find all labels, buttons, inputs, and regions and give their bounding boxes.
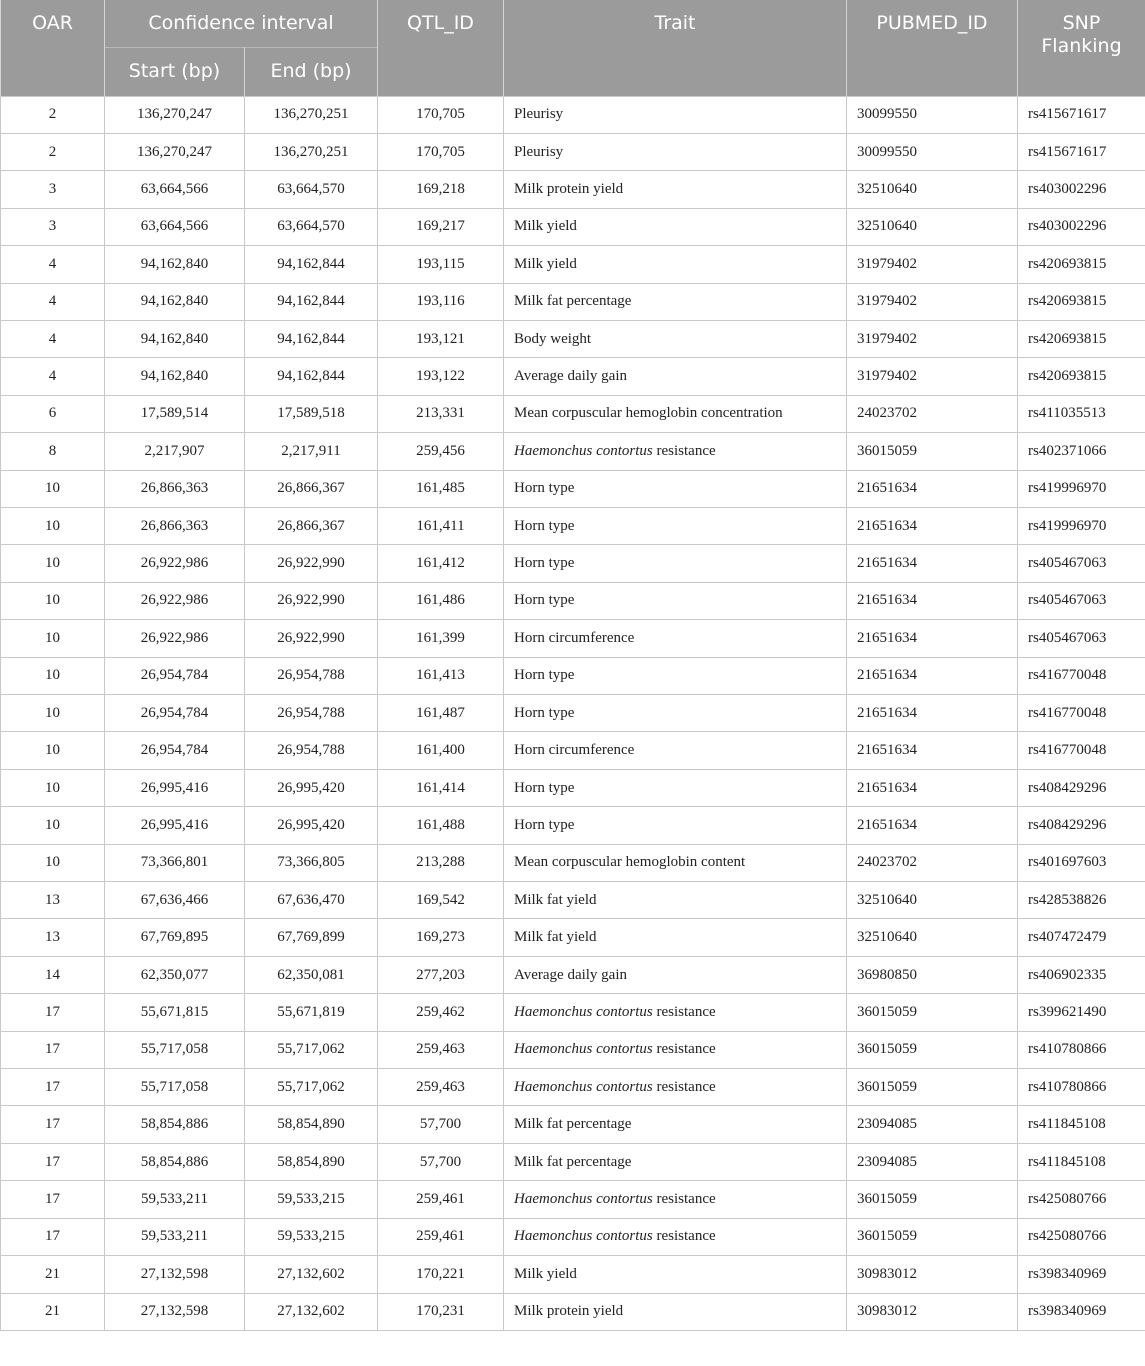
cell-end: 26,954,788 [245, 657, 378, 694]
cell-qtl-id: 161,400 [378, 732, 504, 769]
cell-trait: Pleurisy [504, 96, 847, 133]
trait-text: resistance [652, 442, 716, 459]
cell-trait: Milk fat percentage [504, 1143, 847, 1180]
cell-end: 27,132,602 [245, 1256, 378, 1293]
cell-qtl-id: 213,288 [378, 844, 504, 881]
cell-oar: 2 [1, 133, 105, 170]
header-snp-line1: SNP [1062, 12, 1101, 34]
cell-snp: rs408429296 [1018, 769, 1145, 806]
cell-pubmed-id: 21651634 [847, 507, 1018, 544]
table-row [1, 320, 1145, 357]
cell-end: 59,533,215 [245, 1181, 378, 1218]
header-oar: OAR [1, 0, 105, 96]
cell-pubmed-id: 24023702 [847, 395, 1018, 432]
species-name: Haemonchus contortus [514, 1041, 653, 1058]
cell-start: 2,217,907 [105, 433, 245, 470]
cell-oar: 17 [1, 1031, 105, 1068]
cell-qtl-id: 161,488 [378, 807, 504, 844]
cell-snp: rs419996970 [1018, 470, 1145, 507]
cell-start: 55,717,058 [105, 1069, 245, 1106]
cell-snp: rs408429296 [1018, 807, 1145, 844]
cell-end: 26,866,367 [245, 470, 378, 507]
cell-end: 17,589,518 [245, 395, 378, 432]
cell-snp: rs405467063 [1018, 620, 1145, 657]
cell-pubmed-id: 31979402 [847, 246, 1018, 283]
cell-qtl-id: 161,411 [378, 507, 504, 544]
trait-text: resistance [652, 1078, 716, 1095]
table-row [1, 919, 1145, 956]
cell-pubmed-id: 31979402 [847, 358, 1018, 395]
cell-pubmed-id: 30099550 [847, 96, 1018, 133]
cell-start: 17,589,514 [105, 395, 245, 432]
cell-trait: Horn type [504, 582, 847, 619]
table-row [1, 657, 1145, 694]
cell-end: 55,717,062 [245, 1069, 378, 1106]
cell-oar: 10 [1, 844, 105, 881]
cell-start: 136,270,247 [105, 96, 245, 133]
cell-trait: Pleurisy [504, 133, 847, 170]
cell-start: 55,717,058 [105, 1031, 245, 1068]
cell-trait: Horn type [504, 657, 847, 694]
cell-trait: Horn type [504, 695, 847, 732]
cell-qtl-id: 277,203 [378, 956, 504, 993]
cell-trait [504, 1181, 847, 1218]
cell-qtl-id: 170,705 [378, 133, 504, 170]
cell-end: 136,270,251 [245, 96, 378, 133]
cell-oar: 17 [1, 1069, 105, 1106]
cell-trait: Horn type [504, 507, 847, 544]
cell-qtl-id: 57,700 [378, 1106, 504, 1143]
cell-end: 94,162,844 [245, 246, 378, 283]
cell-start: 136,270,247 [105, 133, 245, 170]
cell-pubmed-id: 21651634 [847, 470, 1018, 507]
cell-oar: 17 [1, 1143, 105, 1180]
cell-start: 55,671,815 [105, 994, 245, 1031]
cell-start: 67,769,895 [105, 919, 245, 956]
table-row [1, 1031, 1145, 1068]
cell-trait: Horn circumference [504, 620, 847, 657]
table-row [1, 208, 1145, 245]
cell-end: 26,922,990 [245, 545, 378, 582]
cell-pubmed-id: 24023702 [847, 844, 1018, 881]
cell-qtl-id: 161,486 [378, 582, 504, 619]
cell-qtl-id: 170,221 [378, 1256, 504, 1293]
cell-start: 94,162,840 [105, 320, 245, 357]
cell-end: 26,995,420 [245, 807, 378, 844]
cell-start: 26,866,363 [105, 470, 245, 507]
cell-pubmed-id: 21651634 [847, 545, 1018, 582]
header-end: End (bp) [245, 47, 378, 96]
cell-trait: Mean corpuscular hemoglobin content [504, 844, 847, 881]
cell-qtl-id: 57,700 [378, 1143, 504, 1180]
cell-qtl-id: 169,218 [378, 171, 504, 208]
cell-end: 26,995,420 [245, 769, 378, 806]
cell-trait: Milk fat percentage [504, 283, 847, 320]
trait-text: resistance [652, 1190, 716, 1207]
cell-trait [504, 1031, 847, 1068]
cell-oar: 3 [1, 208, 105, 245]
cell-trait: Body weight [504, 320, 847, 357]
cell-qtl-id: 169,273 [378, 919, 504, 956]
cell-pubmed-id: 30099550 [847, 133, 1018, 170]
table-row [1, 882, 1145, 919]
cell-qtl-id: 259,461 [378, 1218, 504, 1255]
species-name: Haemonchus contortus [514, 442, 653, 459]
cell-trait: Average daily gain [504, 358, 847, 395]
cell-end: 55,717,062 [245, 1031, 378, 1068]
header-confidence-interval: Confidence interval [105, 0, 378, 47]
cell-oar: 4 [1, 283, 105, 320]
table-row [1, 956, 1145, 993]
cell-oar: 10 [1, 507, 105, 544]
cell-pubmed-id: 30983012 [847, 1293, 1018, 1330]
table-row [1, 732, 1145, 769]
cell-trait: Milk protein yield [504, 171, 847, 208]
cell-snp: rs428538826 [1018, 882, 1145, 919]
cell-start: 26,954,784 [105, 657, 245, 694]
cell-end: 59,533,215 [245, 1218, 378, 1255]
cell-qtl-id: 213,331 [378, 395, 504, 432]
table-body [1, 96, 1145, 1330]
cell-start: 26,995,416 [105, 807, 245, 844]
cell-trait: Horn type [504, 545, 847, 582]
cell-qtl-id: 259,463 [378, 1031, 504, 1068]
cell-pubmed-id: 23094085 [847, 1143, 1018, 1180]
cell-snp: rs411845108 [1018, 1106, 1145, 1143]
header-snp-flanking [1018, 0, 1145, 96]
cell-oar: 13 [1, 919, 105, 956]
cell-end: 67,636,470 [245, 882, 378, 919]
cell-trait: Milk fat percentage [504, 1106, 847, 1143]
cell-oar: 10 [1, 807, 105, 844]
cell-oar: 10 [1, 769, 105, 806]
cell-snp: rs420693815 [1018, 246, 1145, 283]
cell-pubmed-id: 32510640 [847, 171, 1018, 208]
cell-pubmed-id: 21651634 [847, 732, 1018, 769]
cell-oar: 17 [1, 1181, 105, 1218]
cell-oar: 17 [1, 1218, 105, 1255]
cell-oar: 6 [1, 395, 105, 432]
cell-start: 59,533,211 [105, 1218, 245, 1255]
cell-oar: 21 [1, 1256, 105, 1293]
cell-qtl-id: 161,412 [378, 545, 504, 582]
cell-oar: 10 [1, 545, 105, 582]
cell-start: 63,664,566 [105, 208, 245, 245]
cell-trait [504, 1218, 847, 1255]
cell-start: 63,664,566 [105, 171, 245, 208]
cell-qtl-id: 259,462 [378, 994, 504, 1031]
cell-pubmed-id: 36015059 [847, 994, 1018, 1031]
cell-start: 26,922,986 [105, 545, 245, 582]
table-row [1, 395, 1145, 432]
table-row [1, 470, 1145, 507]
table-row [1, 1143, 1145, 1180]
cell-end: 2,217,911 [245, 433, 378, 470]
table-row [1, 1106, 1145, 1143]
cell-snp: rs425080766 [1018, 1181, 1145, 1218]
cell-trait [504, 1069, 847, 1106]
cell-trait: Average daily gain [504, 956, 847, 993]
cell-start: 94,162,840 [105, 246, 245, 283]
header-trait: Trait [504, 0, 847, 96]
species-name: Haemonchus contortus [514, 1003, 653, 1020]
cell-start: 26,954,784 [105, 695, 245, 732]
table-row [1, 507, 1145, 544]
cell-qtl-id: 259,456 [378, 433, 504, 470]
cell-end: 94,162,844 [245, 320, 378, 357]
cell-qtl-id: 161,413 [378, 657, 504, 694]
cell-qtl-id: 193,115 [378, 246, 504, 283]
species-name: Haemonchus contortus [514, 1228, 653, 1245]
cell-end: 67,769,899 [245, 919, 378, 956]
cell-oar: 10 [1, 620, 105, 657]
table-row [1, 620, 1145, 657]
cell-trait [504, 994, 847, 1031]
cell-snp: rs398340969 [1018, 1256, 1145, 1293]
table-row [1, 545, 1145, 582]
cell-trait: Milk protein yield [504, 1293, 847, 1330]
cell-end: 26,922,990 [245, 582, 378, 619]
cell-oar: 10 [1, 695, 105, 732]
cell-snp: rs415671617 [1018, 133, 1145, 170]
table-row [1, 433, 1145, 470]
trait-text: resistance [652, 1003, 716, 1020]
cell-oar: 21 [1, 1293, 105, 1330]
cell-snp: rs407472479 [1018, 919, 1145, 956]
cell-end: 62,350,081 [245, 956, 378, 993]
table-row [1, 582, 1145, 619]
cell-snp: rs415671617 [1018, 96, 1145, 133]
cell-snp: rs403002296 [1018, 171, 1145, 208]
cell-oar: 10 [1, 657, 105, 694]
cell-snp: rs406902335 [1018, 956, 1145, 993]
cell-start: 26,954,784 [105, 732, 245, 769]
cell-start: 62,350,077 [105, 956, 245, 993]
cell-snp: rs399621490 [1018, 994, 1145, 1031]
cell-snp: rs410780866 [1018, 1031, 1145, 1068]
cell-qtl-id: 259,461 [378, 1181, 504, 1218]
cell-pubmed-id: 21651634 [847, 620, 1018, 657]
cell-pubmed-id: 31979402 [847, 320, 1018, 357]
table-row [1, 133, 1145, 170]
cell-snp: rs416770048 [1018, 695, 1145, 732]
cell-end: 94,162,844 [245, 283, 378, 320]
cell-end: 26,922,990 [245, 620, 378, 657]
cell-end: 63,664,570 [245, 171, 378, 208]
cell-pubmed-id: 21651634 [847, 695, 1018, 732]
table-row [1, 695, 1145, 732]
cell-qtl-id: 170,231 [378, 1293, 504, 1330]
cell-pubmed-id: 36015059 [847, 1069, 1018, 1106]
cell-end: 26,954,788 [245, 732, 378, 769]
table-row [1, 844, 1145, 881]
table-row [1, 1293, 1145, 1330]
table-row [1, 1181, 1145, 1218]
cell-pubmed-id: 21651634 [847, 769, 1018, 806]
cell-trait: Milk yield [504, 246, 847, 283]
cell-start: 27,132,598 [105, 1293, 245, 1330]
header-snp-line2: Flanking [1041, 35, 1122, 57]
cell-end: 73,366,805 [245, 844, 378, 881]
cell-snp: rs411035513 [1018, 395, 1145, 432]
cell-oar: 8 [1, 433, 105, 470]
cell-snp: rs416770048 [1018, 732, 1145, 769]
cell-snp: rs420693815 [1018, 320, 1145, 357]
table-row [1, 1069, 1145, 1106]
cell-oar: 2 [1, 96, 105, 133]
cell-snp: rs416770048 [1018, 657, 1145, 694]
cell-qtl-id: 169,542 [378, 882, 504, 919]
cell-qtl-id: 193,122 [378, 358, 504, 395]
species-name: Haemonchus contortus [514, 1078, 653, 1095]
cell-start: 26,922,986 [105, 620, 245, 657]
cell-end: 94,162,844 [245, 358, 378, 395]
cell-end: 136,270,251 [245, 133, 378, 170]
cell-trait: Horn circumference [504, 732, 847, 769]
table-row [1, 358, 1145, 395]
cell-oar: 13 [1, 882, 105, 919]
cell-qtl-id: 193,121 [378, 320, 504, 357]
cell-trait: Mean corpuscular hemoglobin concentration [504, 395, 847, 432]
cell-snp: rs405467063 [1018, 582, 1145, 619]
cell-snp: rs402371066 [1018, 433, 1145, 470]
cell-snp: rs410780866 [1018, 1069, 1145, 1106]
cell-start: 26,995,416 [105, 769, 245, 806]
cell-oar: 10 [1, 470, 105, 507]
cell-snp: rs403002296 [1018, 208, 1145, 245]
header-pubmed-id: PUBMED_ID [847, 0, 1018, 96]
cell-oar: 17 [1, 1106, 105, 1143]
trait-text: resistance [652, 1228, 716, 1245]
header-start: Start (bp) [105, 47, 245, 96]
cell-start: 94,162,840 [105, 358, 245, 395]
table-row [1, 171, 1145, 208]
cell-oar: 4 [1, 358, 105, 395]
cell-snp: rs420693815 [1018, 358, 1145, 395]
cell-oar: 3 [1, 171, 105, 208]
cell-pubmed-id: 32510640 [847, 208, 1018, 245]
table-row [1, 1218, 1145, 1255]
cell-pubmed-id: 36980850 [847, 956, 1018, 993]
cell-qtl-id: 169,217 [378, 208, 504, 245]
cell-end: 63,664,570 [245, 208, 378, 245]
cell-trait: Horn type [504, 769, 847, 806]
cell-snp: rs425080766 [1018, 1218, 1145, 1255]
cell-start: 94,162,840 [105, 283, 245, 320]
cell-pubmed-id: 31979402 [847, 283, 1018, 320]
cell-start: 67,636,466 [105, 882, 245, 919]
cell-qtl-id: 170,705 [378, 96, 504, 133]
cell-snp: rs398340969 [1018, 1293, 1145, 1330]
cell-start: 58,854,886 [105, 1106, 245, 1143]
cell-pubmed-id: 21651634 [847, 657, 1018, 694]
cell-snp: rs405467063 [1018, 545, 1145, 582]
cell-start: 27,132,598 [105, 1256, 245, 1293]
cell-trait: Milk fat yield [504, 882, 847, 919]
cell-qtl-id: 193,116 [378, 283, 504, 320]
cell-oar: 10 [1, 582, 105, 619]
cell-pubmed-id: 21651634 [847, 582, 1018, 619]
cell-pubmed-id: 23094085 [847, 1106, 1018, 1143]
cell-pubmed-id: 36015059 [847, 433, 1018, 470]
cell-end: 27,132,602 [245, 1293, 378, 1330]
table-row [1, 96, 1145, 133]
cell-start: 26,866,363 [105, 507, 245, 544]
cell-pubmed-id: 21651634 [847, 807, 1018, 844]
cell-trait: Milk yield [504, 1256, 847, 1293]
cell-qtl-id: 161,485 [378, 470, 504, 507]
table-row [1, 1256, 1145, 1293]
cell-oar: 10 [1, 732, 105, 769]
cell-end: 26,954,788 [245, 695, 378, 732]
cell-pubmed-id: 36015059 [847, 1031, 1018, 1068]
cell-trait: Milk yield [504, 208, 847, 245]
cell-oar: 14 [1, 956, 105, 993]
table-row [1, 283, 1145, 320]
trait-text: resistance [652, 1041, 716, 1058]
cell-oar: 17 [1, 994, 105, 1031]
cell-end: 55,671,819 [245, 994, 378, 1031]
cell-pubmed-id: 32510640 [847, 882, 1018, 919]
table-row [1, 994, 1145, 1031]
cell-trait: Milk fat yield [504, 919, 847, 956]
cell-oar: 4 [1, 320, 105, 357]
cell-start: 59,533,211 [105, 1181, 245, 1218]
cell-start: 73,366,801 [105, 844, 245, 881]
table-row [1, 769, 1145, 806]
cell-pubmed-id: 36015059 [847, 1218, 1018, 1255]
cell-pubmed-id: 32510640 [847, 919, 1018, 956]
cell-qtl-id: 161,487 [378, 695, 504, 732]
cell-qtl-id: 161,414 [378, 769, 504, 806]
table-row [1, 807, 1145, 844]
table-row [1, 246, 1145, 283]
cell-trait: Horn type [504, 470, 847, 507]
cell-pubmed-id: 36015059 [847, 1181, 1018, 1218]
cell-trait: Horn type [504, 807, 847, 844]
cell-end: 58,854,890 [245, 1106, 378, 1143]
cell-trait [504, 433, 847, 470]
table-header [1, 0, 1145, 96]
cell-oar: 4 [1, 246, 105, 283]
species-name: Haemonchus contortus [514, 1190, 653, 1207]
cell-end: 26,866,367 [245, 507, 378, 544]
cell-start: 26,922,986 [105, 582, 245, 619]
cell-end: 58,854,890 [245, 1143, 378, 1180]
cell-snp: rs401697603 [1018, 844, 1145, 881]
header-qtl-id: QTL_ID [378, 0, 504, 96]
cell-snp: rs411845108 [1018, 1143, 1145, 1180]
cell-qtl-id: 259,463 [378, 1069, 504, 1106]
cell-pubmed-id: 30983012 [847, 1256, 1018, 1293]
cell-snp: rs420693815 [1018, 283, 1145, 320]
cell-qtl-id: 161,399 [378, 620, 504, 657]
cell-snp: rs419996970 [1018, 507, 1145, 544]
cell-start: 58,854,886 [105, 1143, 245, 1180]
